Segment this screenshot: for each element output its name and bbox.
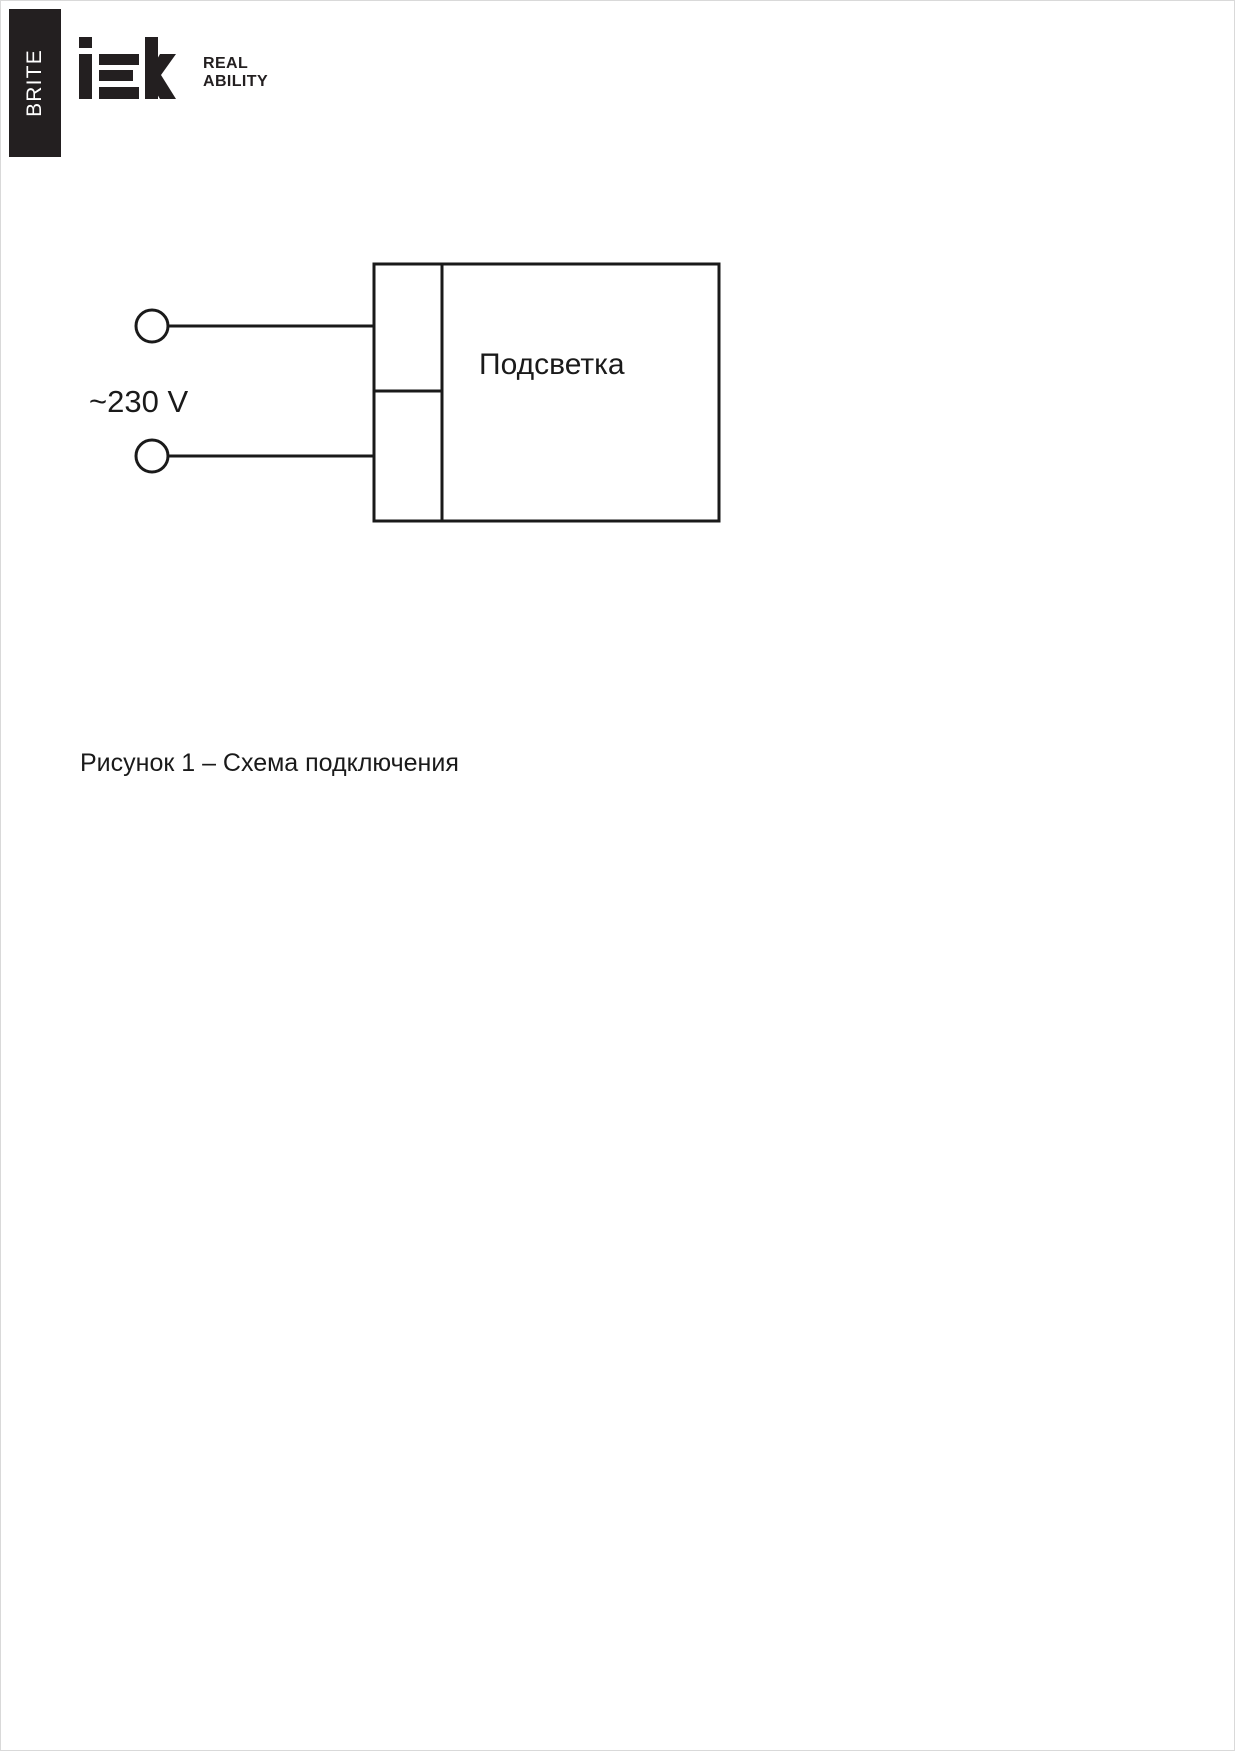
- neutral-terminal-circle: [136, 440, 168, 472]
- supply-voltage-label: ~230 V: [89, 384, 189, 419]
- tagline-line-1: REAL: [203, 54, 249, 72]
- tagline-line-2: ABILITY: [203, 72, 269, 90]
- device-label: Подсветка: [479, 348, 625, 381]
- iek-logo: [79, 37, 268, 104]
- brand-tab-label: BRITE: [23, 49, 46, 117]
- figure-caption: Рисунок 1 – Схема подключения: [80, 749, 459, 777]
- iek-logo-tagline: [203, 51, 268, 91]
- iek-logo-mark: [79, 37, 189, 104]
- line-terminal-circle: [136, 310, 168, 342]
- brand-tab: [9, 9, 61, 157]
